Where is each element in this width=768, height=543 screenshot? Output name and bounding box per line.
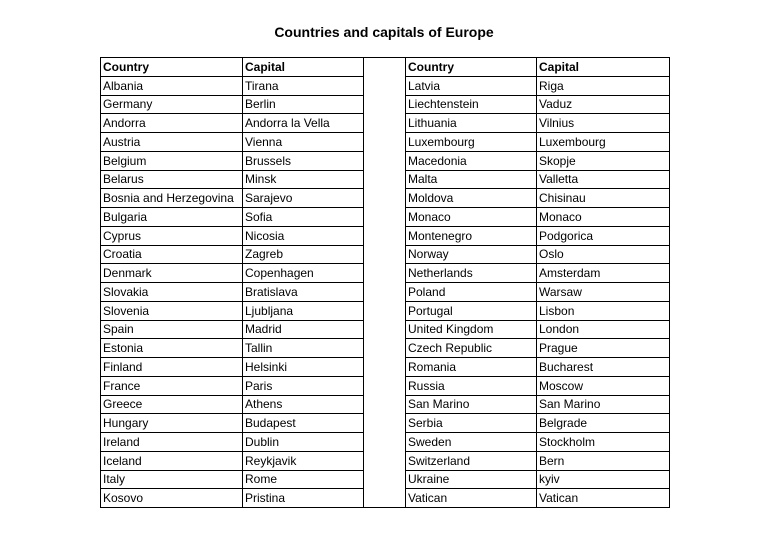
column-gap bbox=[364, 208, 406, 227]
right-country-cell: Monaco bbox=[406, 208, 537, 227]
left-country-cell: Iceland bbox=[101, 451, 243, 470]
column-gap bbox=[364, 245, 406, 264]
left-capital-cell: Sofia bbox=[243, 208, 364, 227]
right-capital-cell: Luxembourg bbox=[537, 133, 670, 152]
right-capital-cell: London bbox=[537, 320, 670, 339]
table-row bbox=[101, 264, 670, 283]
left-capital-cell: Tallin bbox=[243, 339, 364, 358]
table-row bbox=[101, 433, 670, 452]
column-gap bbox=[364, 226, 406, 245]
table-row bbox=[101, 451, 670, 470]
column-gap bbox=[364, 358, 406, 377]
left-country-cell: Spain bbox=[101, 320, 243, 339]
right-capital-cell: Vilnius bbox=[537, 114, 670, 133]
right-country-cell: Malta bbox=[406, 170, 537, 189]
countries-capitals-table bbox=[100, 57, 670, 508]
left-country-cell: Ireland bbox=[101, 433, 243, 452]
left-country-cell: Germany bbox=[101, 95, 243, 114]
table-row bbox=[101, 395, 670, 414]
left-country-cell: France bbox=[101, 376, 243, 395]
right-country-cell: Russia bbox=[406, 376, 537, 395]
left-capital-cell: Vienna bbox=[243, 133, 364, 152]
right-capital-cell: Prague bbox=[537, 339, 670, 358]
right-country-cell: Sweden bbox=[406, 433, 537, 452]
left-capital-cell: Minsk bbox=[243, 170, 364, 189]
left-capital-cell: Athens bbox=[243, 395, 364, 414]
left-country-cell: Albania bbox=[101, 76, 243, 95]
left-capital-cell: Helsinki bbox=[243, 358, 364, 377]
column-gap bbox=[364, 76, 406, 95]
left-country-cell: Cyprus bbox=[101, 226, 243, 245]
right-capital-cell: Stockholm bbox=[537, 433, 670, 452]
right-capital-cell: Riga bbox=[537, 76, 670, 95]
table-row bbox=[101, 339, 670, 358]
right-country-cell: Romania bbox=[406, 358, 537, 377]
left-capital-cell: Ljubljana bbox=[243, 301, 364, 320]
table-row bbox=[101, 151, 670, 170]
left-country-cell: Greece bbox=[101, 395, 243, 414]
left-country-cell: Slovenia bbox=[101, 301, 243, 320]
table-row bbox=[101, 320, 670, 339]
right-capital-cell: San Marino bbox=[537, 395, 670, 414]
right-capital-cell: Skopje bbox=[537, 151, 670, 170]
table-row bbox=[101, 95, 670, 114]
table-row bbox=[101, 301, 670, 320]
table-row bbox=[101, 226, 670, 245]
header-country-right: Country bbox=[406, 58, 537, 77]
column-gap bbox=[364, 395, 406, 414]
page-title: Countries and capitals of Europe bbox=[274, 24, 494, 40]
table-row bbox=[101, 189, 670, 208]
right-capital-cell: Amsterdam bbox=[537, 264, 670, 283]
right-country-cell: Portugal bbox=[406, 301, 537, 320]
right-capital-cell: Podgorica bbox=[537, 226, 670, 245]
left-country-cell: Finland bbox=[101, 358, 243, 377]
right-capital-cell: Oslo bbox=[537, 245, 670, 264]
column-gap bbox=[364, 170, 406, 189]
left-country-cell: Kosovo bbox=[101, 489, 243, 508]
right-country-cell: Vatican bbox=[406, 489, 537, 508]
column-gap bbox=[364, 283, 406, 302]
right-country-cell: Ukraine bbox=[406, 470, 537, 489]
left-country-cell: Bosnia and Herzegovina bbox=[101, 189, 243, 208]
left-country-cell: Belarus bbox=[101, 170, 243, 189]
left-capital-cell: Copenhagen bbox=[243, 264, 364, 283]
column-gap bbox=[364, 414, 406, 433]
column-gap bbox=[364, 320, 406, 339]
left-capital-cell: Zagreb bbox=[243, 245, 364, 264]
column-gap bbox=[364, 151, 406, 170]
column-gap bbox=[364, 114, 406, 133]
left-country-cell: Austria bbox=[101, 133, 243, 152]
right-country-cell: Czech Republic bbox=[406, 339, 537, 358]
right-capital-cell: Valletta bbox=[537, 170, 670, 189]
table-row bbox=[101, 376, 670, 395]
right-country-cell: Norway bbox=[406, 245, 537, 264]
header-country-left: Country bbox=[101, 58, 243, 77]
table-row bbox=[101, 414, 670, 433]
right-capital-cell: Lisbon bbox=[537, 301, 670, 320]
right-capital-cell: Vaduz bbox=[537, 95, 670, 114]
table-row bbox=[101, 208, 670, 227]
header-capital-right: Capital bbox=[537, 58, 670, 77]
column-gap bbox=[364, 189, 406, 208]
table-row bbox=[101, 76, 670, 95]
table-row bbox=[101, 170, 670, 189]
right-capital-cell: Warsaw bbox=[537, 283, 670, 302]
right-country-cell: United Kingdom bbox=[406, 320, 537, 339]
column-gap bbox=[364, 433, 406, 452]
left-country-cell: Italy bbox=[101, 470, 243, 489]
right-country-cell: Moldova bbox=[406, 189, 537, 208]
table-row bbox=[101, 245, 670, 264]
left-capital-cell: Berlin bbox=[243, 95, 364, 114]
left-capital-cell: Budapest bbox=[243, 414, 364, 433]
right-country-cell: Switzerland bbox=[406, 451, 537, 470]
column-gap bbox=[364, 451, 406, 470]
column-gap bbox=[364, 264, 406, 283]
table-row bbox=[101, 283, 670, 302]
table-header-row bbox=[101, 58, 670, 77]
left-capital-cell: Bratislava bbox=[243, 283, 364, 302]
left-capital-cell: Sarajevo bbox=[243, 189, 364, 208]
column-gap bbox=[364, 58, 406, 77]
left-country-cell: Estonia bbox=[101, 339, 243, 358]
left-capital-cell: Dublin bbox=[243, 433, 364, 452]
left-capital-cell: Andorra la Vella bbox=[243, 114, 364, 133]
right-country-cell: Lithuania bbox=[406, 114, 537, 133]
column-gap bbox=[364, 95, 406, 114]
right-capital-cell: kyiv bbox=[537, 470, 670, 489]
left-capital-cell: Nicosia bbox=[243, 226, 364, 245]
table-row bbox=[101, 470, 670, 489]
left-capital-cell: Brussels bbox=[243, 151, 364, 170]
column-gap bbox=[364, 470, 406, 489]
left-capital-cell: Pristina bbox=[243, 489, 364, 508]
right-country-cell: Netherlands bbox=[406, 264, 537, 283]
right-capital-cell: Bern bbox=[537, 451, 670, 470]
right-capital-cell: Moscow bbox=[537, 376, 670, 395]
right-capital-cell: Bucharest bbox=[537, 358, 670, 377]
column-gap bbox=[364, 133, 406, 152]
right-country-cell: Montenegro bbox=[406, 226, 537, 245]
table-row bbox=[101, 489, 670, 508]
left-country-cell: Andorra bbox=[101, 114, 243, 133]
table-row bbox=[101, 358, 670, 377]
right-capital-cell: Belgrade bbox=[537, 414, 670, 433]
right-capital-cell: Vatican bbox=[537, 489, 670, 508]
left-country-cell: Denmark bbox=[101, 264, 243, 283]
right-capital-cell: Chisinau bbox=[537, 189, 670, 208]
column-gap bbox=[364, 376, 406, 395]
left-country-cell: Belgium bbox=[101, 151, 243, 170]
right-country-cell: Luxembourg bbox=[406, 133, 537, 152]
table-row bbox=[101, 114, 670, 133]
left-capital-cell: Tirana bbox=[243, 76, 364, 95]
table-body bbox=[101, 58, 670, 508]
right-country-cell: Liechtenstein bbox=[406, 95, 537, 114]
right-country-cell: Macedonia bbox=[406, 151, 537, 170]
left-capital-cell: Paris bbox=[243, 376, 364, 395]
table-row bbox=[101, 133, 670, 152]
header-capital-left: Capital bbox=[243, 58, 364, 77]
right-country-cell: Serbia bbox=[406, 414, 537, 433]
left-capital-cell: Rome bbox=[243, 470, 364, 489]
column-gap bbox=[364, 489, 406, 508]
left-capital-cell: Reykjavik bbox=[243, 451, 364, 470]
right-country-cell: San Marino bbox=[406, 395, 537, 414]
left-country-cell: Hungary bbox=[101, 414, 243, 433]
left-country-cell: Croatia bbox=[101, 245, 243, 264]
left-country-cell: Bulgaria bbox=[101, 208, 243, 227]
column-gap bbox=[364, 301, 406, 320]
left-capital-cell: Madrid bbox=[243, 320, 364, 339]
right-country-cell: Poland bbox=[406, 283, 537, 302]
right-capital-cell: Monaco bbox=[537, 208, 670, 227]
left-country-cell: Slovakia bbox=[101, 283, 243, 302]
column-gap bbox=[364, 339, 406, 358]
right-country-cell: Latvia bbox=[406, 76, 537, 95]
